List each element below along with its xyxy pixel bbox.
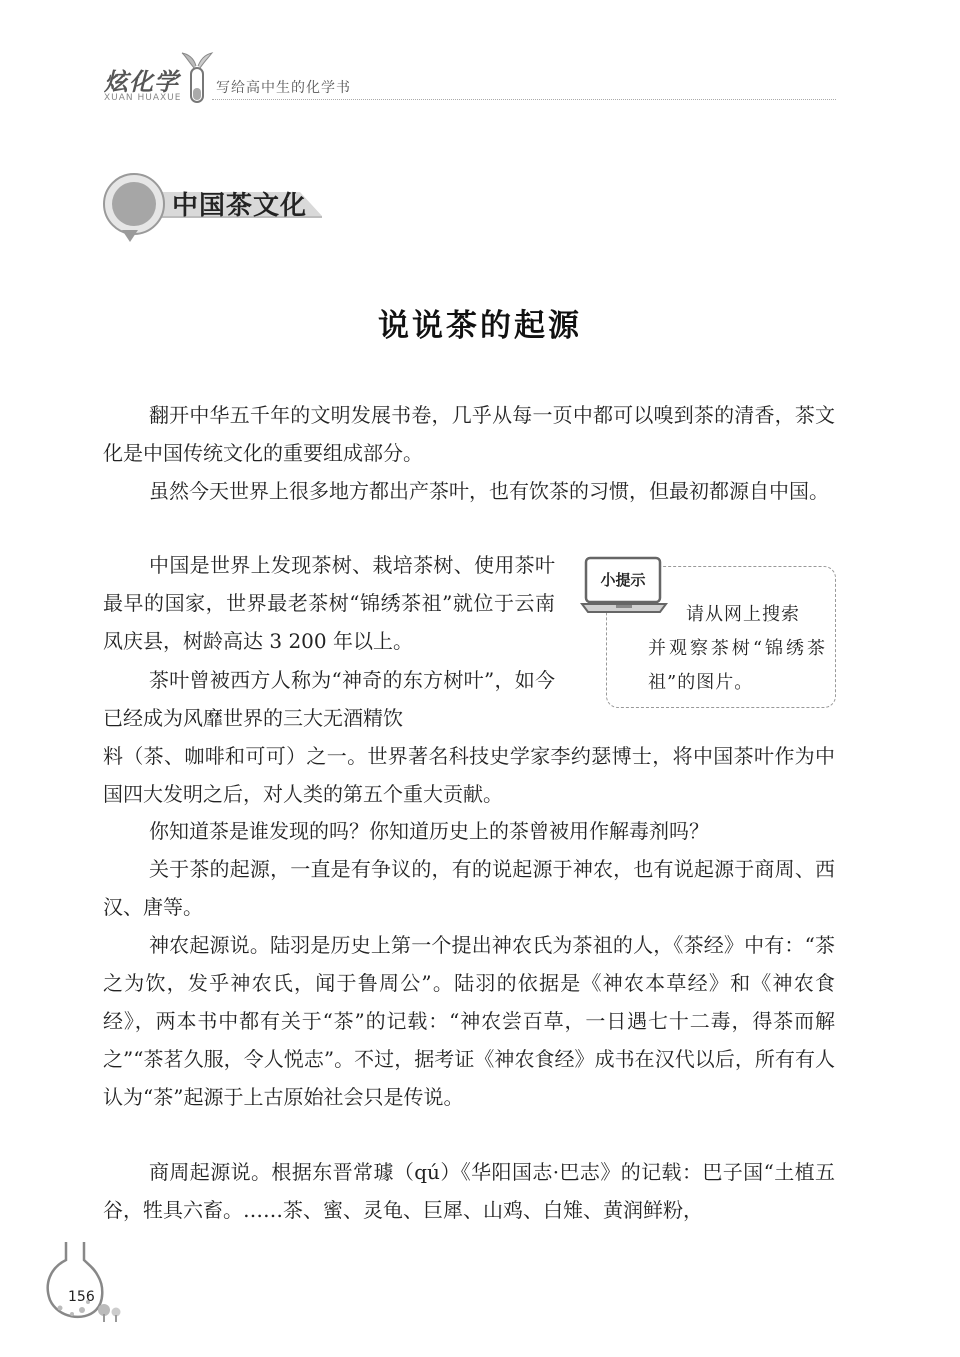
paragraph-controversy: 关于茶的起源，一直是有争议的，有的说起源于神农，也有说起源于商周、西汉、唐等。 — [103, 857, 835, 919]
paragraph-oriental-leaf-cont: 料（茶、咖啡和可可）之一。世界著名科技史学家李约瑟博士，将中国茶叶作为中国四大发明之后，对人类的第五个重大贡献。 — [103, 744, 835, 806]
tip-label: 小提示 — [600, 571, 646, 589]
header-divider — [212, 99, 836, 100]
test-tube-leaf-icon — [180, 52, 214, 108]
paragraph-oldest-tree: 中国是世界上发现茶树、栽培茶树、使用茶叶最早的国家，世界最老茶树“锦绣茶祖”就位于云南凤庆县，树龄高达 3 200 年以上。 — [103, 553, 555, 653]
brand-title: 炫化学 — [104, 68, 179, 96]
page-number: 156 — [68, 1289, 95, 1305]
paragraph-questions: 你知道茶是谁发现的吗？你知道历史上的茶曾被用作解毒剂吗？ — [149, 819, 709, 843]
article-title: 说说茶的起源 — [378, 308, 582, 344]
paragraph-intro: 翻开中华五千年的文明发展书卷，几乎从每一页中都可以嗅到茶的清香，茶文化是中国传统文化的重要组成部分。 — [103, 403, 835, 465]
header-subtitle: 写给高中生的化学书 — [216, 80, 351, 96]
tip-text-line2: 并观察茶树“锦绣茶祖”的图片。 — [648, 638, 826, 693]
brand-subtitle-en: XUAN HUAXUE — [104, 93, 182, 103]
flask-icon — [42, 1240, 128, 1326]
tip-text-line1: 请从网上搜索 — [686, 604, 800, 625]
paragraph-shangzhou: 商周起源说。根据东晋常璩（qú）《华阳国志·巴志》的记载：巴子国“土植五谷，牲具六畜。……茶、蜜、灵龟、巨犀、山鸡、白雉、黄润鲜粉， — [103, 1160, 835, 1222]
paragraph-oriental-leaf: 茶叶曾被西方人称为“神奇的东方树叶”，如今已经成为风靡世界的三大无酒精饮 — [103, 668, 555, 730]
paragraph-shennong: 神农起源说。陆羽是历史上第一个提出神农氏为茶祖的人，《茶经》中有：“茶之为饮，发乎神农氏，闻于鲁周公”。陆羽的依据是《神农本草经》和《神农食经》，两本书中都有关于“茶”的记载：“神农尝百草，一日遇七十二毒，得茶而解之”“茶茗久服，令人悦志”。不过，据考证《神农食经》成书在汉代以后，所有有人认为“茶”起源于上古原始社会只是传说。 — [103, 933, 835, 1109]
paragraph-origin-china: 虽然今天世界上很多地方都出产茶叶，也有饮茶的习惯，但最初都源自中国。 — [149, 479, 829, 503]
section-title: 中国茶文化 — [172, 191, 308, 221]
